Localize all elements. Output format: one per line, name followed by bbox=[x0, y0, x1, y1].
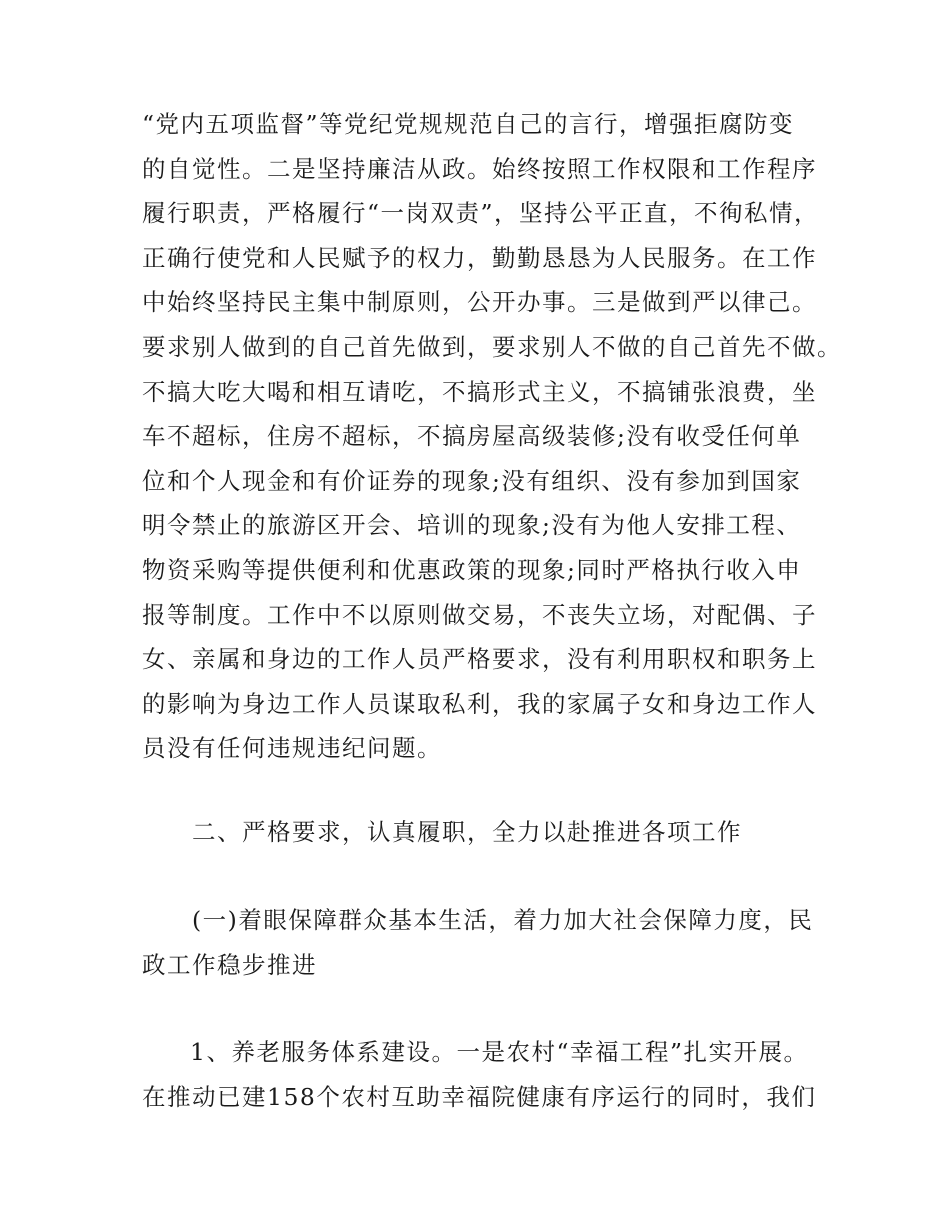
body-paragraph-integrity bbox=[142, 102, 842, 771]
text-line: 女、亲属和身边的工作人员严格要求，没有利用职权和职务上 bbox=[142, 645, 817, 674]
text-line: “党内五项监督”等党纪党规规范自己的言行，增强拒腐防变 bbox=[142, 110, 795, 138]
text-line: 物资采购等提供便利和优惠政策的现象;同时严格执行收入申 bbox=[142, 555, 802, 584]
text-line: 1、养老服务体系建设。一是农村“幸福工程”扎实开展。 bbox=[190, 1038, 809, 1066]
text-line: 员没有任何违规违纪问题。 bbox=[142, 734, 442, 763]
section-heading-text: 二、严格要求，认真履职，全力以赴推进各项工作 bbox=[192, 818, 742, 846]
text-line: 位和个人现金和有价证券的现象;没有组织、没有参加到国家 bbox=[142, 466, 802, 495]
text-line: 不搞大吃大喝和相互请吃，不搞形式主义，不搞铺张浪费，坐 bbox=[142, 377, 817, 406]
text-line: 要求别人做到的自己首先做到，要求别人不做的自己首先不做。 bbox=[142, 332, 842, 361]
text-line: 车不超标，住房不超标，不搞房屋高级装修;没有收受任何单 bbox=[142, 422, 802, 451]
section-heading bbox=[142, 810, 842, 855]
subsection-heading-line: (一)着眼保障群众基本生活，着力加大社会保障力度，民 bbox=[192, 906, 814, 934]
text-line: 报等制度。工作中不以原则做交易，不丧失立场，对配偶、子 bbox=[142, 600, 817, 629]
subsection-heading bbox=[142, 898, 842, 987]
body-paragraph-elderly-care bbox=[142, 1030, 842, 1119]
text-line: 明令禁止的旅游区开会、培训的现象;没有为他人安排工程、 bbox=[142, 511, 802, 540]
text-line: 正确行使党和人民赋予的权力，勤勤恳恳为人民服务。在工作 bbox=[142, 243, 817, 272]
text-line: 的影响为身边工作人员谋取私利，我的家属子女和身边工作人 bbox=[142, 689, 817, 718]
text-line: 中始终坚持民主集中制原则，公开办事。三是做到严以律己。 bbox=[142, 288, 817, 317]
text-line: 履行职责，严格履行“一岗双责”，坚持公平正直，不徇私情， bbox=[142, 199, 820, 228]
subsection-heading-line: 政工作稳步推进 bbox=[142, 950, 317, 979]
text-line: 在推动已建158个农村互助幸福院健康有序运行的同时，我们 bbox=[142, 1082, 817, 1111]
text-line: 的自觉性。二是坚持廉洁从政。始终按照工作权限和工作程序 bbox=[142, 154, 817, 183]
